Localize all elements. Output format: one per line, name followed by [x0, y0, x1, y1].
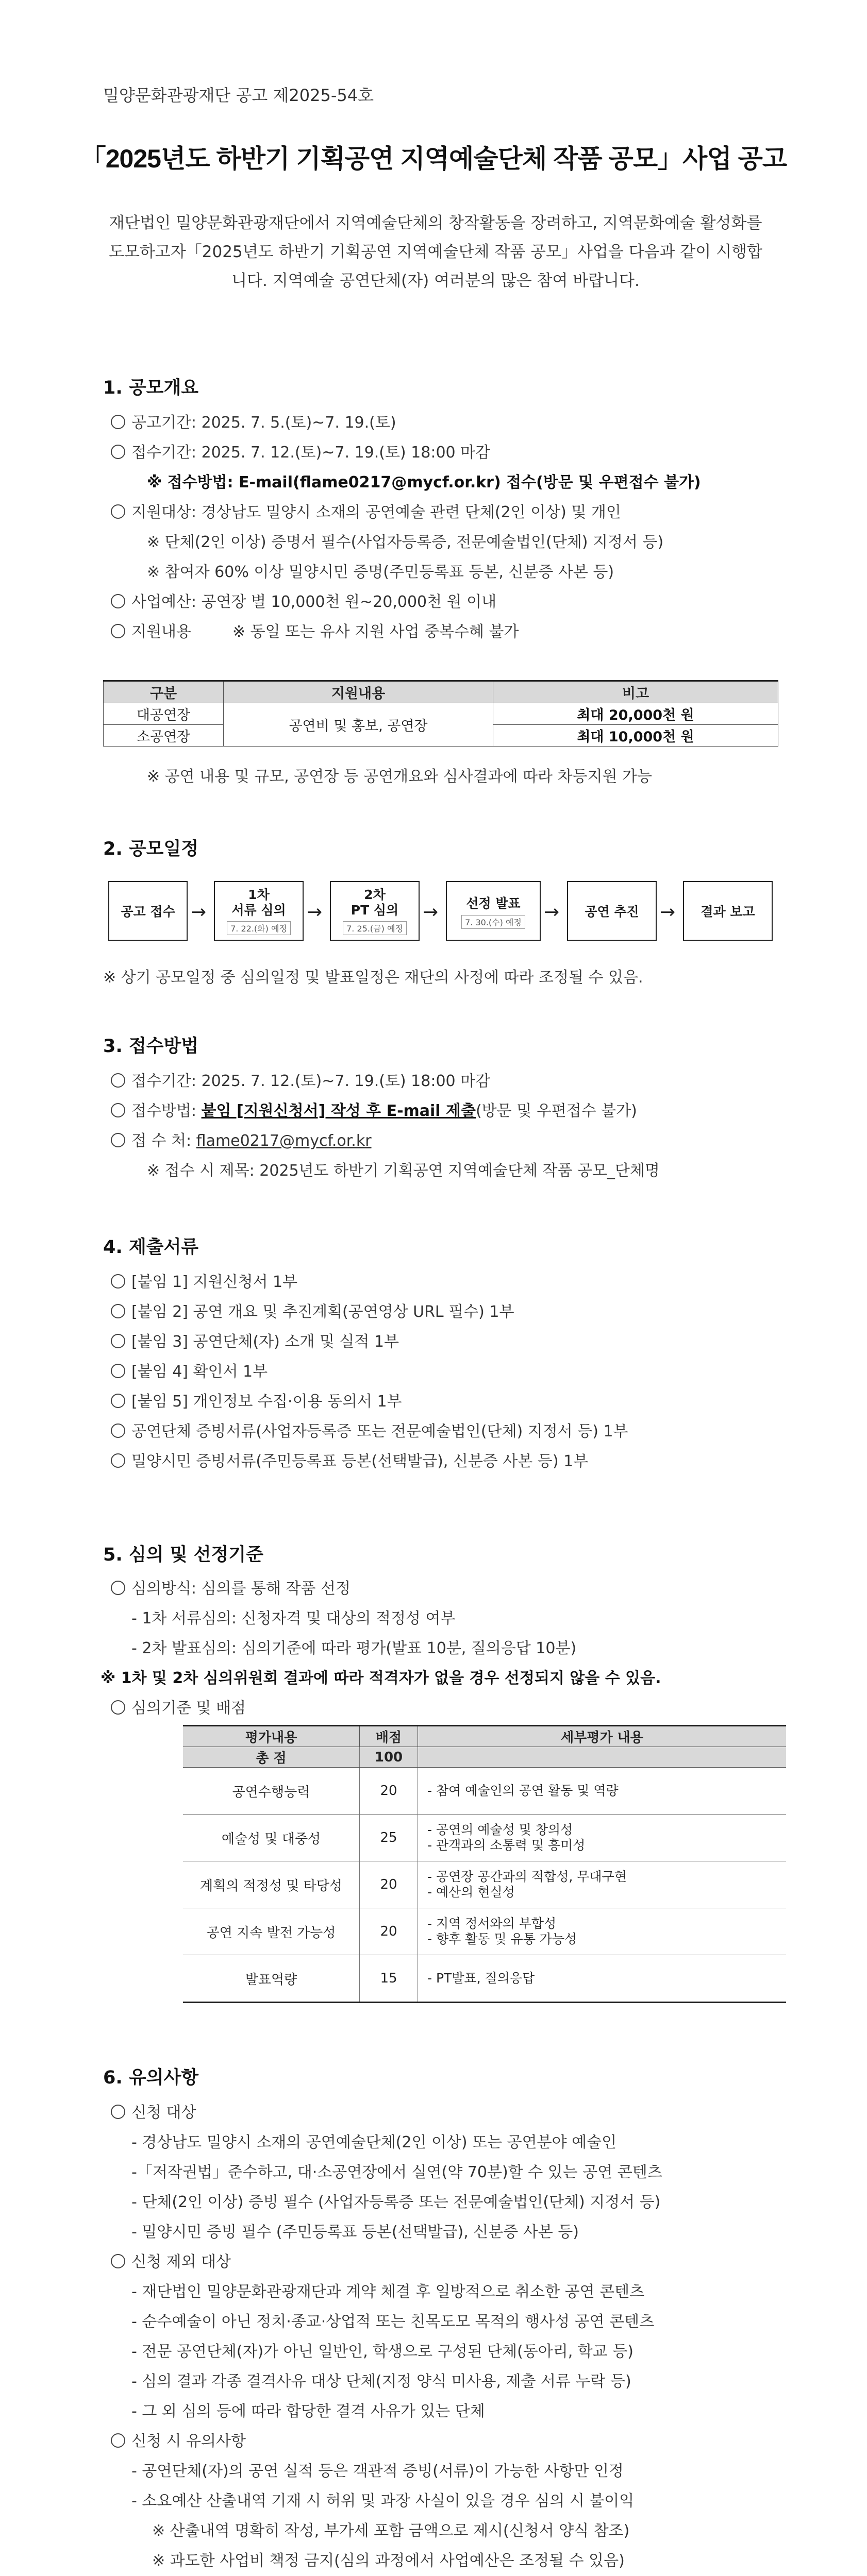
- criteria-score-cell: 20: [360, 1908, 418, 1955]
- flow-step: 공연 추진: [567, 881, 657, 941]
- criteria-score-cell: 20: [360, 1861, 418, 1908]
- section-heading-cautions: 6. 유의사항: [103, 2067, 199, 2088]
- email-link[interactable]: flame0217@mycf.or.kr: [196, 1132, 372, 1150]
- section-heading-schedule: 2. 공모일정: [103, 839, 199, 859]
- criteria-score-cell: 25: [360, 1815, 418, 1861]
- reception-email: 접 수 처: flame0217@mycf.or.kr: [111, 1128, 372, 1150]
- caution-item: - 소요예산 산출내역 기재 시 허위 및 과장 사실이 있을 경우 심의 시 불이익: [131, 2492, 635, 2510]
- criteria-item-cell: 공연 지속 발전 가능성: [183, 1908, 360, 1955]
- circle-bullet-icon: [111, 1334, 125, 1348]
- support-cell: 공연비 및 홍보, 공연장: [224, 703, 493, 747]
- section-heading-overview: 1. 공모개요: [103, 378, 199, 398]
- support-table-header: 구분: [104, 681, 224, 703]
- venue-cell: 소공연장: [104, 725, 224, 747]
- caution-target-item: - 단체(2인 이상) 증빙 필수 (사업자등록증 또는 전문예술법인(단체) 지정서 등): [131, 2193, 661, 2211]
- schedule-flow: [103, 876, 778, 953]
- page-title: 「2025년도 하반기 기획공연 지역예술단체 작품 공모」사업 공고: [80, 144, 787, 173]
- document-item: [붙임 3] 공연단체(자) 소개 및 실적 1부: [111, 1329, 399, 1351]
- table-row: [104, 703, 778, 725]
- schedule-note: ※ 상기 공모일정 중 심의일정 및 발표일정은 재단의 사정에 따라 조정될 수 있음.: [103, 969, 643, 987]
- total-score-cell: 100: [360, 1747, 418, 1768]
- notice-number: 밀양문화관광재단 공고 제2025-54호: [103, 86, 374, 105]
- support-table-note: ※ 공연 내용 및 규모, 공연장 등 공연개요와 심사결과에 따라 차등지원 가능: [147, 768, 652, 786]
- criteria-detail-cell: - 지역 정서와의 부합성 - 향후 활동 및 유통 가능성: [418, 1908, 787, 1955]
- criteria-table-header: 세부평가 내용: [418, 1726, 787, 1747]
- table-row: [183, 1908, 786, 1955]
- caution-note: ※ 과도한 사업비 책정 금지(심의 과정에서 사업예산은 조정될 수 있음): [152, 2552, 625, 2570]
- criteria-item-cell: 예술성 및 대중성: [183, 1815, 360, 1861]
- circle-bullet-icon: [111, 1581, 125, 1595]
- criteria-table-header: 평가내용: [183, 1726, 360, 1747]
- overview-period: 공고기간: 2025. 7. 5.(토)~7. 19.(토): [111, 410, 396, 432]
- criteria-table-header: 배점: [360, 1726, 418, 1747]
- overview-method-note: ※ 접수방법: E-mail(flame0217@mycf.or.kr) 접수(방문 및 우편접수 불가): [147, 473, 701, 492]
- circle-bullet-icon: [111, 1133, 125, 1147]
- arrow-right-icon: →: [660, 902, 676, 923]
- criteria-detail-cell: - 참여 예술인의 공연 활동 및 역량: [418, 1768, 787, 1815]
- caution-exclude-label: 신청 제외 대상: [111, 2249, 231, 2272]
- circle-bullet-icon: [111, 2254, 125, 2268]
- table-row: [183, 1955, 786, 2003]
- intro-paragraph: 재단법인 밀양문화관광재단에서 지역예술단체의 창작활동을 장려하고, 지역문화예술 활성화를 도모하고자「2025년도 하반기 기획공연 지역예술단체 작품 공모」사업을 다음과 같이 시행합니다. 지역예술 공연단체(자) 여러분의 많은 참여 바랍니다.: [109, 214, 762, 290]
- section-heading-documents: 4. 제출서류: [103, 1237, 199, 1258]
- caution-item: - 공연단체(자)의 공연 실적 등은 객관적 증빙(서류)이 가능한 사항만 인정: [131, 2462, 624, 2480]
- caution-exclude-item: - 재단법인 밀양문화관광재단과 계약 체결 후 일방적으로 취소한 공연 콘텐츠: [131, 2283, 645, 2301]
- arrow-right-icon: →: [191, 902, 207, 923]
- circle-bullet-icon: [111, 1103, 125, 1117]
- arrow-right-icon: →: [307, 902, 323, 923]
- overview-target-note1: ※ 단체(2인 이상) 증명서 필수(사업자등록증, 전문예술법인(단체) 지정서 등): [147, 533, 664, 551]
- overview-target: 지원대상: 경상남도 밀양시 소재의 공연예술 관련 단체(2인 이상) 및 개인: [111, 499, 621, 522]
- reception-period: 접수기간: 2025. 7. 12.(토)~7. 19.(토) 18:00 마감: [111, 1068, 490, 1091]
- circle-bullet-icon: [111, 445, 125, 459]
- circle-bullet-icon: [111, 504, 125, 519]
- table-row: [183, 1747, 786, 1768]
- flow-step: 2차 PT 심의 7. 25.(금) 예정: [330, 881, 420, 941]
- section-heading-reception: 3. 접수방법: [103, 1036, 199, 1057]
- caution-exclude-item: - 그 외 심의 등에 따라 합당한 결격 사유가 있는 단체: [131, 2402, 485, 2420]
- reception-subject-note: ※ 접수 시 제목: 2025년도 하반기 기획공연 지역예술단체 작품 공모_단체명: [147, 1162, 660, 1180]
- circle-bullet-icon: [111, 594, 125, 608]
- overview-budget: 사업예산: 공연장 별 10,000천 원~20,000천 원 이내: [111, 589, 496, 612]
- note-cell: 최대 10,000천 원: [493, 725, 778, 747]
- table-row: [183, 1768, 786, 1815]
- circle-bullet-icon: [111, 1700, 125, 1715]
- criteria-step2: - 2차 발표심의: 심의기준에 따라 평가(발표 10분, 질의응답 10분): [131, 1639, 577, 1657]
- circle-bullet-icon: [111, 1073, 125, 1088]
- circle-bullet-icon: [111, 624, 125, 638]
- document-item: [붙임 1] 지원신청서 1부: [111, 1269, 297, 1292]
- document-item: [붙임 5] 개인정보 수집·이용 동의서 1부: [111, 1388, 402, 1411]
- caution-target-label: 신청 대상: [111, 2099, 196, 2122]
- note-cell: 최대 20,000천 원: [493, 703, 778, 725]
- caution-target-item: -「저작권법」준수하고, 대·소공연장에서 실연(약 70분)할 수 있는 공연 콘텐츠: [131, 2163, 662, 2181]
- caution-target-item: - 경상남도 밀양시 소재의 공연예술단체(2인 이상) 또는 공연분야 예술인: [131, 2133, 617, 2151]
- circle-bullet-icon: [111, 2433, 125, 2448]
- caution-note: ※ 산출내역 명확히 작성, 부가세 포함 금액으로 제시(신청서 양식 참조): [152, 2522, 630, 2540]
- caution-exclude-item: - 순수예술이 아닌 정치·종교·상업적 또는 친목도모 목적의 행사성 공연 콘텐츠: [131, 2313, 655, 2331]
- circle-bullet-icon: [111, 1304, 125, 1318]
- criteria-score-cell: 15: [360, 1955, 418, 2003]
- flow-step: 공고 접수: [108, 881, 188, 941]
- overview-target-note2: ※ 참여자 60% 이상 밀양시민 증명(주민등록표 등본, 신분증 사본 등): [147, 563, 614, 581]
- circle-bullet-icon: [111, 1274, 125, 1289]
- total-empty-cell: [418, 1747, 787, 1768]
- document-item: 공연단체 증빙서류(사업자등록증 또는 전문예술법인(단체) 지정서 등) 1부: [111, 1418, 628, 1441]
- document-item: [붙임 2] 공연 개요 및 추진계획(공연영상 URL 필수) 1부: [111, 1299, 514, 1321]
- criteria-table: [183, 1725, 786, 2003]
- support-table-header: 비고: [493, 681, 778, 703]
- reception-method: 접수방법: 붙임 [지원신청서] 작성 후 E-mail 제출(방문 및 우편접수 불가): [111, 1098, 637, 1121]
- support-table: [103, 680, 778, 747]
- venue-cell: 대공연장: [104, 703, 224, 725]
- circle-bullet-icon: [111, 1394, 125, 1408]
- criteria-item-cell: 발표역량: [183, 1955, 360, 2003]
- caution-exclude-item: - 전문 공연단체(자)가 아닌 일반인, 학생으로 구성된 단체(동아리, 학교 등): [131, 2343, 633, 2361]
- flow-step: 1차 서류 심의 7. 22.(화) 예정: [214, 881, 304, 941]
- overview-content: 지원내용 ※ 동일 또는 유사 지원 사업 중복수혜 불가: [111, 619, 519, 641]
- table-row: [183, 1815, 786, 1861]
- criteria-detail-cell: - 공연장 공간과의 적합성, 무대구현 - 예산의 현실성: [418, 1861, 787, 1908]
- criteria-item-cell: 공연수행능력: [183, 1768, 360, 1815]
- criteria-label: 심의기준 및 배점: [111, 1695, 246, 1718]
- section-heading-criteria: 5. 심의 및 선정기준: [103, 1545, 263, 1565]
- criteria-detail-cell: - PT발표, 질의응답: [418, 1955, 787, 2003]
- flow-step: 선정 발표 7. 30.(수) 예정: [446, 881, 541, 941]
- document-item: [붙임 4] 확인서 1부: [111, 1359, 268, 1381]
- caution-application-label: 신청 시 유의사항: [111, 2428, 246, 2451]
- circle-bullet-icon: [111, 415, 125, 429]
- caution-exclude-item: - 심의 결과 각종 결격사유 대상 단체(지정 양식 미사용, 제출 서류 누락 등): [131, 2372, 631, 2391]
- arrow-right-icon: →: [544, 902, 560, 923]
- overview-reception: 접수기간: 2025. 7. 12.(토)~7. 19.(토) 18:00 마감: [111, 439, 490, 462]
- circle-bullet-icon: [111, 1364, 125, 1378]
- document-item: 밀양시민 증빙서류(주민등록표 등본(선택발급), 신분증 사본 등) 1부: [111, 1448, 588, 1471]
- circle-bullet-icon: [111, 2105, 125, 2119]
- criteria-step1: - 1차 서류심의: 신청자격 및 대상의 적정성 여부: [131, 1609, 456, 1628]
- caution-target-item: - 밀양시민 증빙 필수 (주민등록표 등본(선택발급), 신분증 사본 등): [131, 2223, 579, 2241]
- criteria-detail-cell: - 공연의 예술성 및 창의성 - 관객과의 소통력 및 흥미성: [418, 1815, 787, 1861]
- circle-bullet-icon: [111, 1453, 125, 1468]
- arrow-right-icon: →: [423, 902, 439, 923]
- table-row: [183, 1861, 786, 1908]
- criteria-score-cell: 20: [360, 1768, 418, 1815]
- criteria-method: 심의방식: 심의를 통해 작품 선정: [111, 1575, 351, 1598]
- circle-bullet-icon: [111, 1423, 125, 1438]
- criteria-warning: ※ 1차 및 2차 심의위원회 결과에 따라 적격자가 없을 경우 선정되지 않을 수 있음.: [101, 1669, 661, 1687]
- total-label-cell: 총 점: [183, 1747, 360, 1768]
- criteria-item-cell: 계획의 적정성 및 타당성: [183, 1861, 360, 1908]
- flow-step: 결과 보고: [683, 881, 773, 941]
- support-table-header: 지원내용: [224, 681, 493, 703]
